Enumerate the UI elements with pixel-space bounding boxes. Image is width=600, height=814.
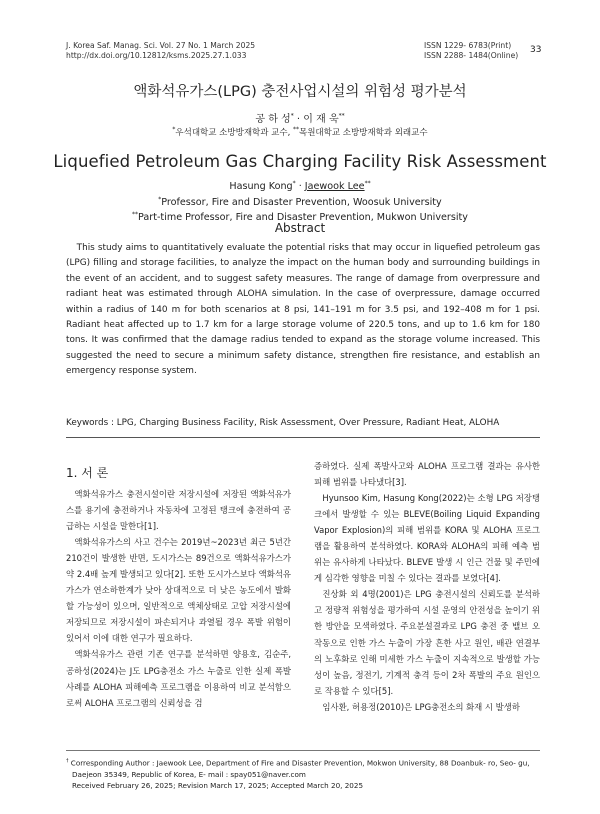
author-1: Hasung Kong — [229, 181, 293, 193]
affiliation-1: *Professor, Fire and Disaster Prevention, Woosuk University — [158, 196, 442, 209]
paper-title: Liquefied Petroleum Gas Charging Facility Risk Assessment — [53, 152, 547, 171]
korean-affiliation: *우석대학교 소방방재학과 교수, **목원대학교 소방방재학과 외래교수 — [172, 126, 428, 138]
received-dates: Received February 26, 2025; Revision March 17, 2025; Accepted March 20, 2025 — [72, 781, 364, 791]
korean-title: 액화석유가스(LPG) 충전사업시설의 위험성 평가분석 — [133, 84, 467, 100]
left-column — [66, 486, 291, 711]
journal-citation: J. Korea Saf. Manag. Sci. Vol. 27 No. 1 March 2025 — [66, 41, 256, 50]
paragraph: 액화석유가스의 사고 건수는 2019년~2023년 최근 5년간 210건이 발생한 반면, 도시가스는 89건으로 액화석유가스가 약 2.4배 높게 발생되고 있다[2]. 또한 도시가스보다 액화석유가스가 연소하한계가 낮아 상대적으로 더 낮은 농도에서 발화할 가능성이 있으며, 일반적으로 액체상태로 고압 저장시설에 저장되므로 저장시설이 파손되거나 과열될 경우 폭발 위험이 있어서 이에 대한 연구가 필요하다. — [66, 537, 291, 644]
paragraph: 액화석유가스 관련 기존 연구를 분석하면 양용호, 김순주, 공하성(2024)는 J도 LPG충전소 가스 누출로 인한 실제 폭발사례를 ALOHA 피해예측 프로그램을 이용하여 비교 분석함으로써 ALOHA 프로그램의 신뢰성을 검 — [66, 649, 291, 708]
korean-author-1: 공 하 성 — [255, 114, 291, 125]
korean-authors: 공 하 성* · 이 재 욱** — [255, 112, 345, 125]
right-column — [314, 458, 540, 715]
running-header-left — [66, 41, 255, 61]
author-2: Jaewook Lee — [304, 181, 365, 193]
paragraph: 진상화 외 4명(2001)은 LPG 충전시설의 신뢰도를 분석하고 정량적 위험성을 평가하여 시설 운영의 안전성을 높이기 위한 방안을 모색하였다. 주요분설결과로 LPG 충전 중 밸브 오작동으로 인한 가스 누출이 가장 흔한 사고 원인, 배관 연결부의 노후화로 인해 미세한 가스 누출이 지속적으로 발생할 가능성이 높음, 정전기, 기계적 충격 등이 2차 폭발의 주요 원인으로 작용할 수 있다[5]. — [314, 589, 540, 696]
corresponding-author: Corresponding Author : Jaewook Lee, Department of Fire and Disaster Prevention, Mokwon University, 88 Doanbuk- ro, Seo- gu, Daejeon 35349, Republic of Korea, E- mail : spay051@naver.com — [70, 758, 530, 779]
affiliation-2: **Part-time Professor, Fire and Disaster Prevention, Mukwon University — [132, 211, 468, 224]
korean-author-2: 이 재 욱 — [303, 114, 339, 125]
footnote-divider — [66, 750, 540, 751]
paragraph: Hyunsoo Kim, Hasung Kong(2022)는 소형 LPG 저장탱크에서 발생할 수 있는 BLEVE(Boiling Liquid Expanding Vapor Explosion)의 피해 범위를 KORA 및 ALOHA 프로그램을 활용하여 분석하였다. KORA와 ALOHA의 피해 예측 범위는 유사하게 나타났다. BLEVE 발생 시 인근 건물 및 주민에게 심각한 영향을 미칠 수 있다는 결과를 보였다[4]. — [314, 493, 540, 584]
paragraph: 증하였다. 실제 폭발사고와 ALOHA 프로그램 결과는 유사한 피해 범위를 나타냈다[3]. — [314, 461, 540, 488]
keywords-list: LPG, Charging Business Facility, Risk Assessment, Over Pressure, Radiant Heat, ALOHA — [116, 418, 500, 428]
author-list: Hasung Kong* · Jaewook Lee** — [229, 180, 371, 193]
abstract-heading: Abstract — [274, 221, 326, 235]
keywords-divider — [66, 437, 540, 438]
keywords-label: Keywords : — [66, 418, 117, 428]
paragraph: 액화석유가스 충전시설이란 저장시설에 저장된 액화석유가스를 용기에 충전하거나 자동차에 고정된 탱크에 충전하여 공급하는 시설을 말한다[1]. — [66, 489, 291, 532]
page-number: 33 — [530, 45, 542, 55]
abstract-body: This study aims to quantitatively evaluate the potential risks that may occur in liquefied petroleum gas (LPG) filling and storage facilities, to analyze the impact on the human body and surrounding buildings in the event of an accident, and to suggest safety measures. The range of damage from overpressure and radiant heat was estimated through ALOHA simulation. In the case of overpressure, damage occurred within a radius of 140 m for both scenarios at 8 psi, 141–191 m for 3.5 psi, and 192–408 m for 1 psi. Radiant heat affected up to 1.7 km for a large storage volume of 220.5 tons, and up to 1.6 km for 180 tons. It was confirmed that the damage radius tended to expand as the storage volume increased. This suggested the need to secure a minimum safety distance, strengthen fire resistance, and establish an emergency response system. — [66, 243, 540, 377]
running-header-right — [424, 41, 518, 61]
issn-online: ISSN 2288- 1484(Online) — [424, 51, 519, 60]
doi-link[interactable]: http://dx.doi.org/10.12812/ksms.2025.27.1.033 — [66, 51, 247, 60]
issn-print: ISSN 1229- 6783(Print) — [424, 41, 512, 50]
section-1-heading: 1. 서 론 — [66, 466, 109, 480]
paragraph: 임사환, 허용정(2010)은 LPG충전소의 화재 시 발생하 — [322, 701, 520, 712]
footnote: † Corresponding Author : Jaewook Lee, Department of Fire and Disaster Prevention, Mokwon University, 88 Doanbuk- ro, Seo- gu, Daejeon 35349, Republic of Korea, E- mail : spay051@naver.com Received February 26, 2025; Revision March 17, 2025; Accepted March 20, 2025 — [66, 756, 540, 792]
keywords-line — [66, 418, 540, 428]
